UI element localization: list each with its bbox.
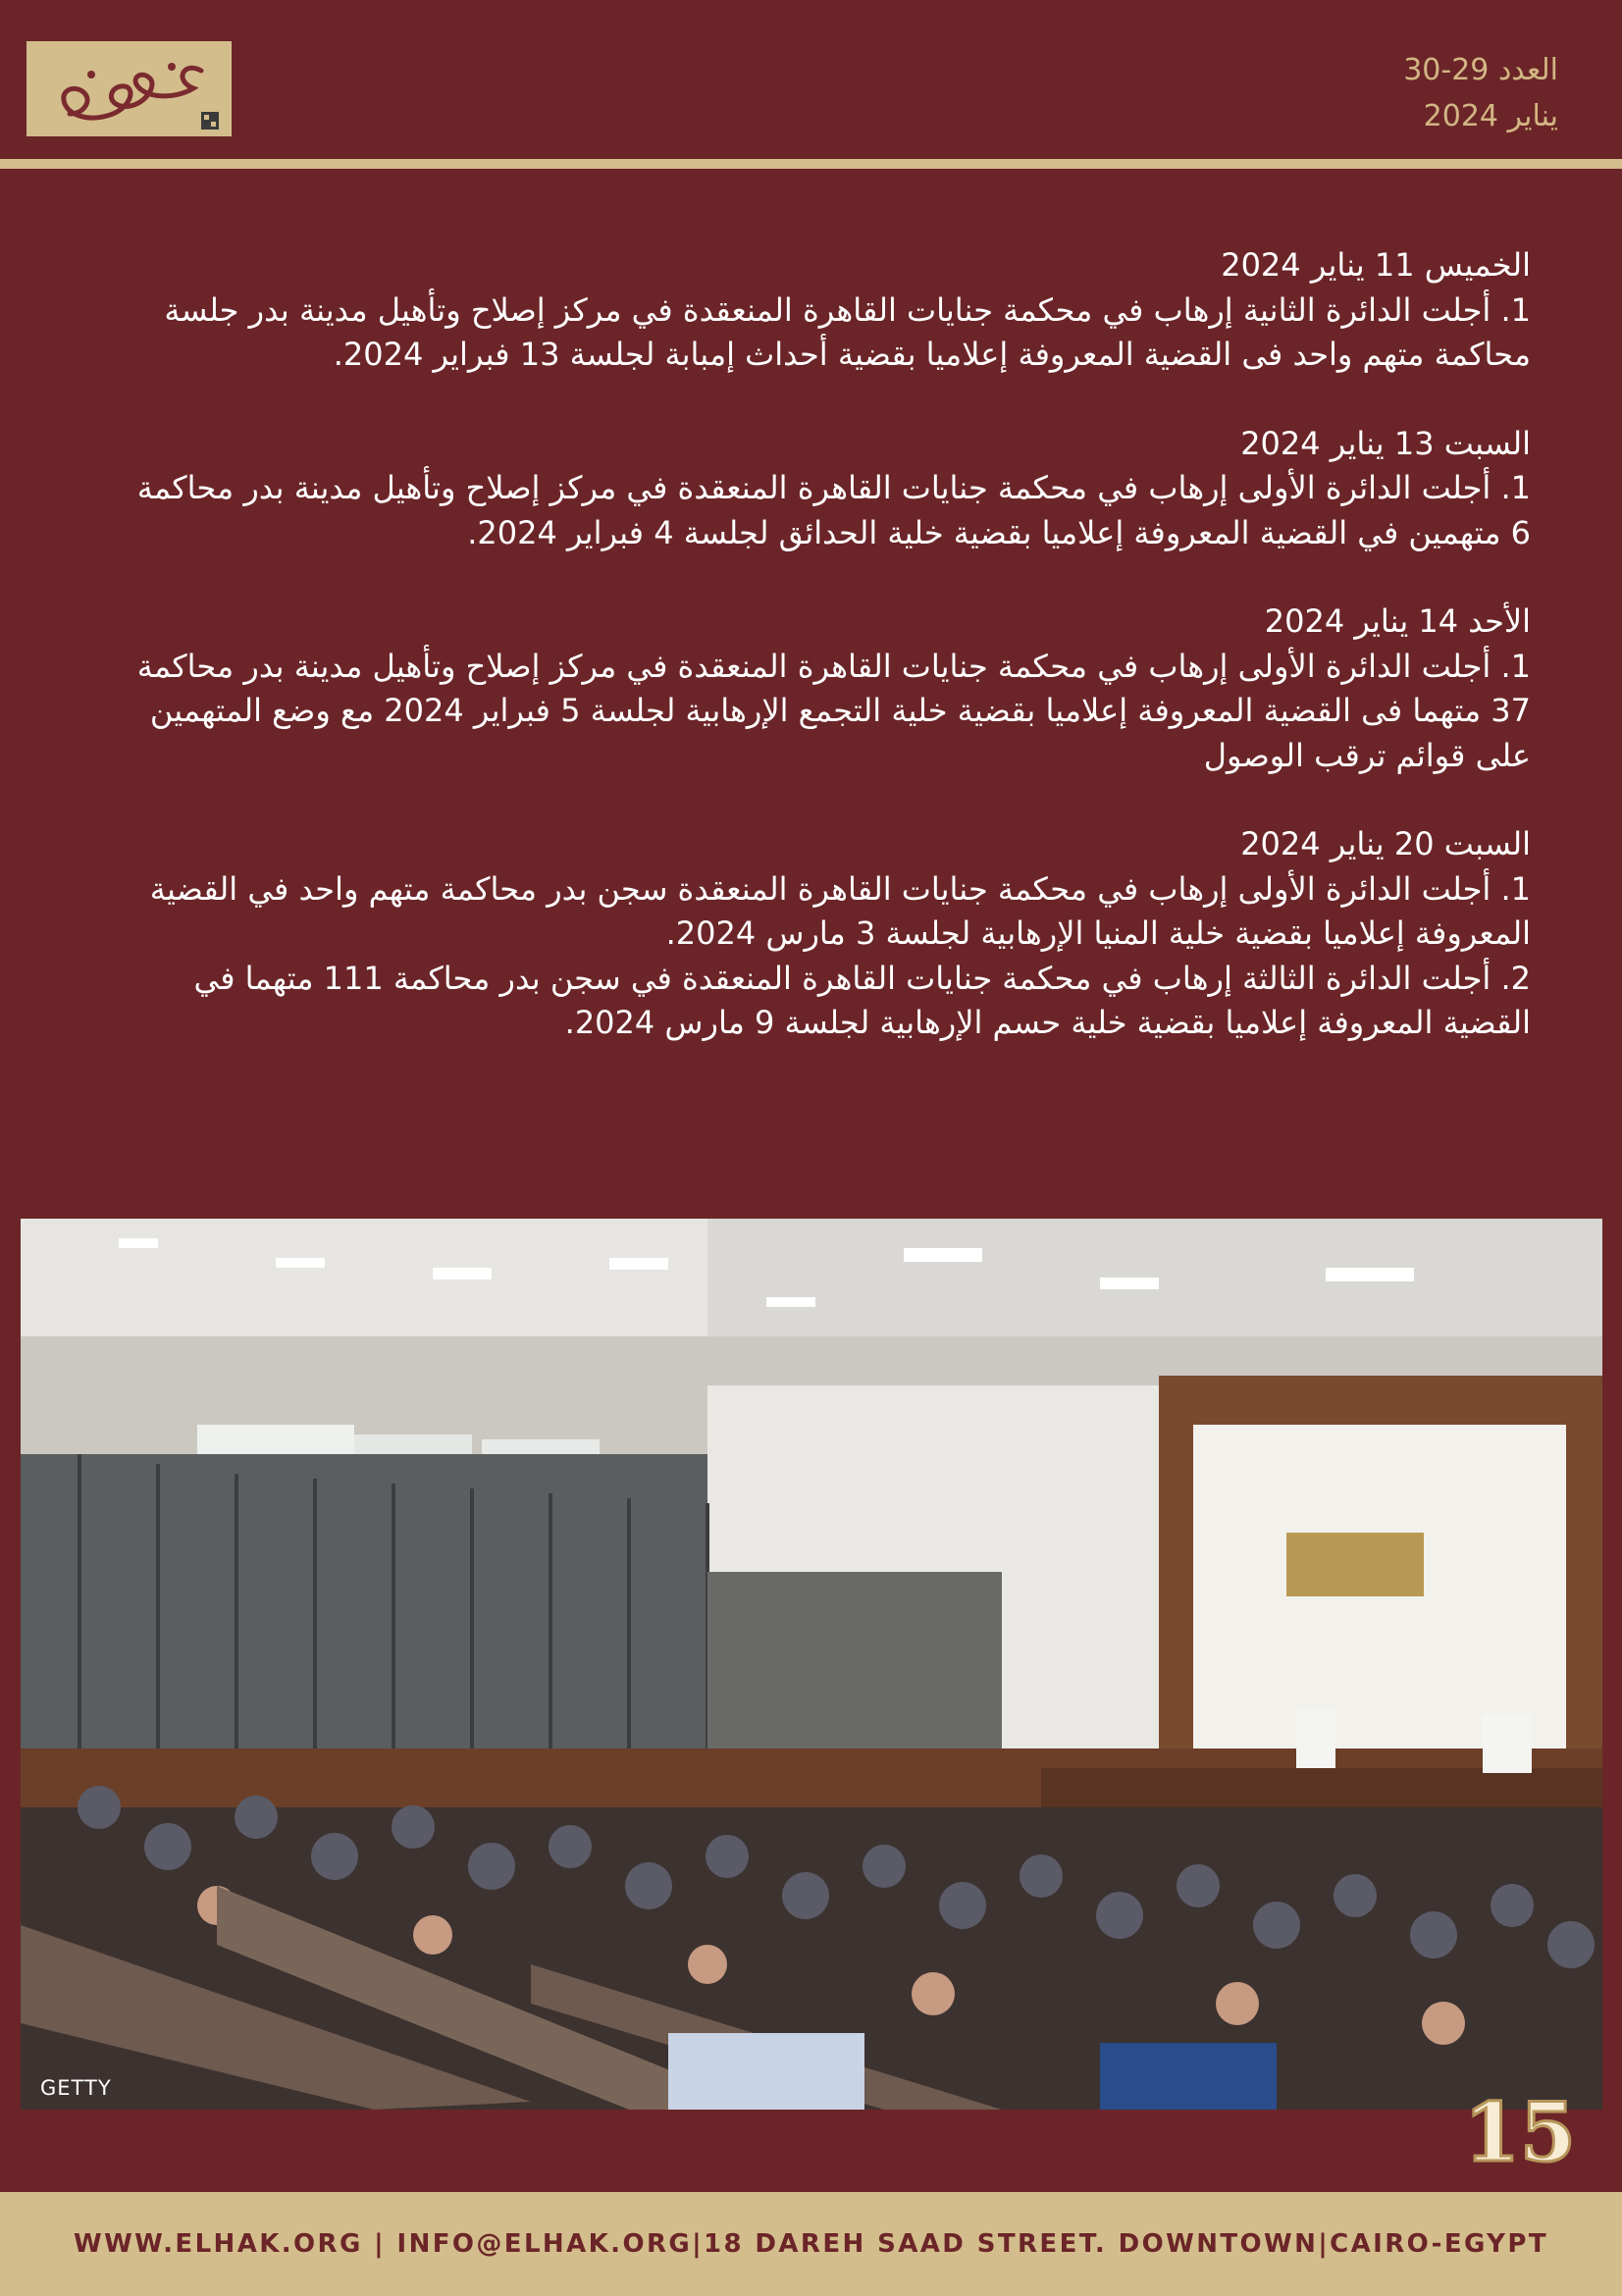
page-number: 15 [1463,2086,1576,2180]
entry-item: 1. أجلت الدائرة الأولى إرهاب في محكمة جنايات القاهرة المنعقدة في مركز إصلاح وتأهيل مدينة بدر محاكمة 37 متهما فى القضية المعروفة إعلاميا بقضية خلية التجمع الإرهابية لجلسة 5 فبراير 2024 مع وضع المتهمين على قوائم ترقب الوصول [136,647,1531,774]
issue-info [1403,47,1558,139]
session-entry [128,822,1531,1046]
session-entry [128,243,1531,378]
issue-label: العدد 29-30 [1403,53,1558,87]
calligraphy-logo-icon [26,41,232,136]
entry-item: 1. أجلت الدائرة الأولى إرهاب في محكمة جنايات القاهرة المنعقدة في مركز إصلاح وتأهيل مدينة بدر محاكمة 6 متهمين في القضية المعروفة إعلاميا بقضية خلية الحدائق لجلسة 4 فبراير 2024. [136,469,1531,551]
header-divider [0,159,1622,169]
footer-bar [0,2192,1622,2296]
courtroom-photo [21,1219,1602,2110]
entry-date: الخميس 11 يناير 2024 [1221,246,1531,284]
photo-credit: GETTY [40,2076,112,2100]
entry-item: 1. أجلت الدائرة الأولى إرهاب في محكمة جنايات القاهرة المنعقدة سجن بدر محاكمة متهم واحد في القضية المعروفة إعلاميا بقضية خلية المنيا الإرهابية لجلسة 3 مارس 2024. [149,869,1531,952]
court-sessions-list [128,243,1531,1090]
issue-date: يناير 2024 [1423,99,1558,133]
publication-logo [26,41,232,136]
session-entry [128,422,1531,556]
entry-item: 1. أجلت الدائرة الثانية إرهاب في محكمة جنايات القاهرة المنعقدة في مركز إصلاح وتأهيل مدينة بدر جلسة محاكمة متهم واحد فى القضية المعروفة إعلاميا بقضية أحداث إمبابة لجلسة 13 فبراير 2024. [164,290,1531,373]
footer-contact-info: WWW.ELHAK.ORG | INFO@ELHAK.ORG|18 DAREH SAAD STREET. DOWNTOWN|CAIRO-EGYPT [74,2229,1548,2259]
courtroom-illustration [21,1219,1602,2110]
session-entry [128,600,1531,778]
entry-date: السبت 20 يناير 2024 [1240,825,1531,862]
entry-date: السبت 13 يناير 2024 [1240,424,1531,462]
entry-date: الأحد 14 يناير 2024 [1264,602,1531,640]
entry-item: 2. أجلت الدائرة الثالثة إرهاب في محكمة جنايات القاهرة المنعقدة في سجن بدر محاكمة 111 متهما في القضية المعروفة إعلاميا بقضية خلية حسم الإرهابية لجلسة 9 مارس 2024. [193,959,1531,1041]
